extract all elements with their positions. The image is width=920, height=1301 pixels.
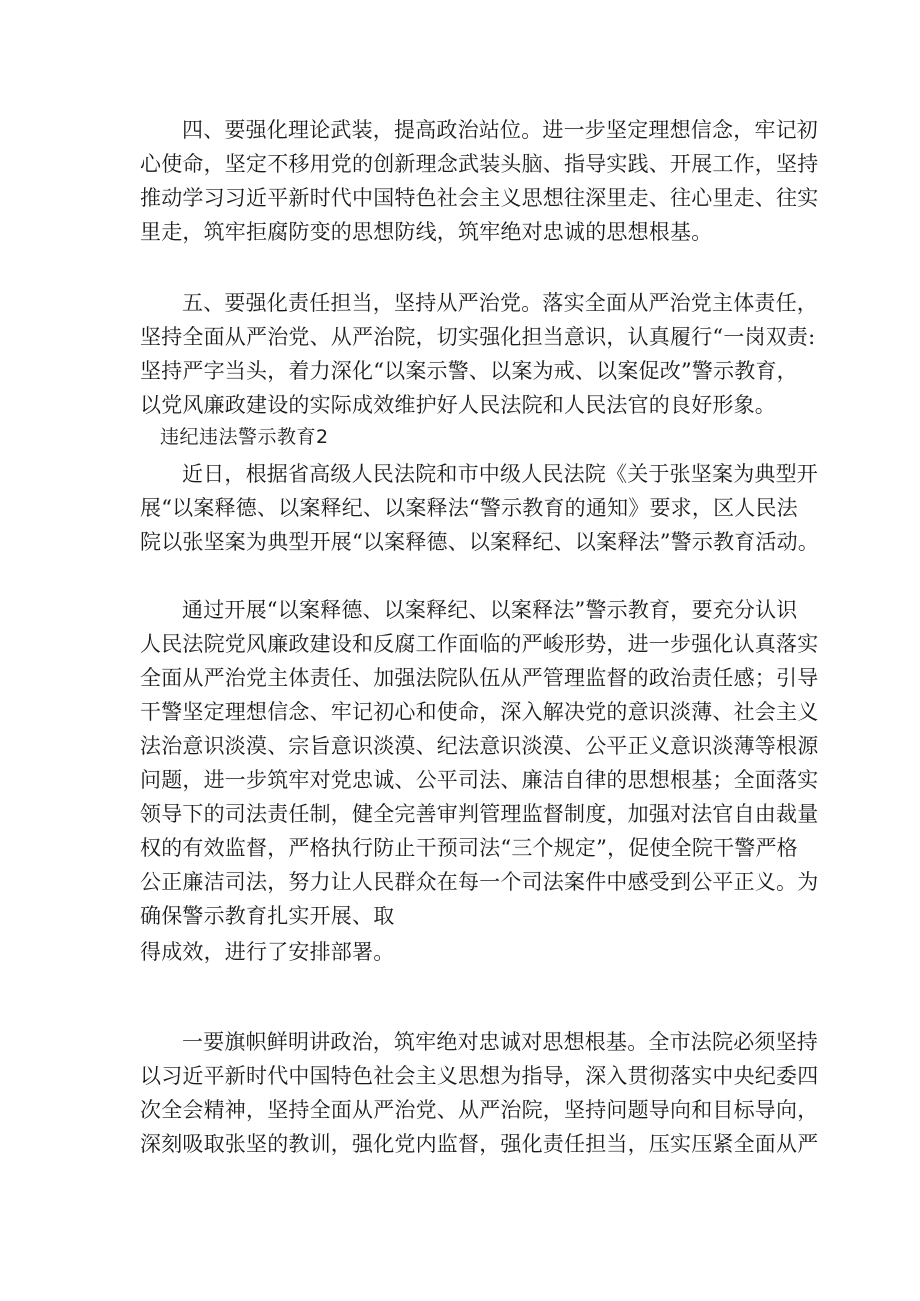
text-line: 确保警示教育扎实开展、取 <box>140 904 395 928</box>
text-line: 通过开展“以案释德、以案释纪、以案释法”警示教育，要充分认识 <box>182 598 798 622</box>
text-line: 以党风廉政建设的实际成效维护好人民法院和人民法官的良好形象。 <box>140 393 776 417</box>
text-line: 全面从严治党主体责任、加强法院队伍从严管理监督的政治责任感；引导 <box>140 666 819 690</box>
paragraph-strengthen-theory <box>140 113 819 249</box>
text-line: 里走，筑牢拒腐防变的思想防线，筑牢绝对忠诚的思想根基。 <box>140 220 713 244</box>
text-line: 五、要强化责任担当，坚持从严治党。落实全面从严治党主体责任， <box>182 291 818 315</box>
text-line: 干警坚定理想信念、牢记初心和使命，深入解决党的意识淡薄、社会主义 <box>140 700 819 724</box>
text-line: 四、要强化理论武装，提高政治站位。进一步坚定理想信念，牢记初 <box>182 118 818 142</box>
text-line: 得成效，进行了安排部署。 <box>140 940 395 964</box>
paragraph-main <box>140 593 819 933</box>
paragraph-continued <box>140 935 800 969</box>
text-line: 坚持严字当头，着力深化“以案示警、以案为戒、以案促改”警示教育， <box>140 359 798 383</box>
text-line: 人民法院党风廉政建设和反腐工作面临的严峻形势，进一步强化认真落实 <box>140 632 819 656</box>
text-line: 以习近平新时代中国特色社会主义思想为指导，深入贯彻落实中央纪委四 <box>140 1064 819 1088</box>
text-line: 推动学习习近平新时代中国特色社会主义思想往深里走、往心里走、往实 <box>140 186 819 210</box>
text-line: 心使命，坚定不移用党的创新理念武装头脑、指导实践、开展工作，坚持 <box>140 152 819 176</box>
text-line: 权的有效监督，严格执行防止干预司法“三个规定”，促使全院干警严格 <box>140 836 798 860</box>
paragraph-first-point <box>140 1025 819 1161</box>
paragraph-strengthen-responsibility <box>140 286 818 422</box>
paragraph-intro <box>140 457 820 559</box>
text-line: 展“以案释德、以案释纪、以案释法“警示教育的通知》要求，区人民法 <box>140 496 798 520</box>
text-line: 公正廉洁司法，努力让人民群众在每一个司法案件中感受到公平正义。为 <box>140 870 819 894</box>
text-line: 问题，进一步筑牢对党忠诚、公平司法、廉洁自律的思想根基；全面落实 <box>140 768 819 792</box>
text-line: 院以张坚案为典型开展“以案释德、以案释纪、以案释法”警示教育活动。 <box>140 530 820 554</box>
text-line: 法治意识淡漠、宗旨意识淡漠、纪法意识淡漠、公平正义意识淡薄等根源 <box>140 734 819 758</box>
text-line: 近日，根据省高级人民法院和市中级人民法院《关于张坚案为典型开 <box>182 462 818 486</box>
text-line: 次全会精神，坚持全面从严治党、从严治院，坚持问题导向和目标导向， <box>140 1098 819 1122</box>
text-line: 坚持全面从严治党、从严治院，切实强化担当意识，认真履行“一岗双责: <box>140 325 816 349</box>
section-heading: 违纪违法警示教育2 <box>160 426 329 448</box>
text-line: 一要旗帜鲜明讲政治，筑牢绝对忠诚对思想根基。全市法院必须坚持 <box>182 1030 818 1054</box>
text-line: 深刻吸取张坚的教训，强化党内监督，强化责任担当，压实压紧全面从严 <box>140 1132 819 1156</box>
text-line: 领导下的司法责任制，健全完善审判管理监督制度，加强对法官自由裁量 <box>140 802 819 826</box>
